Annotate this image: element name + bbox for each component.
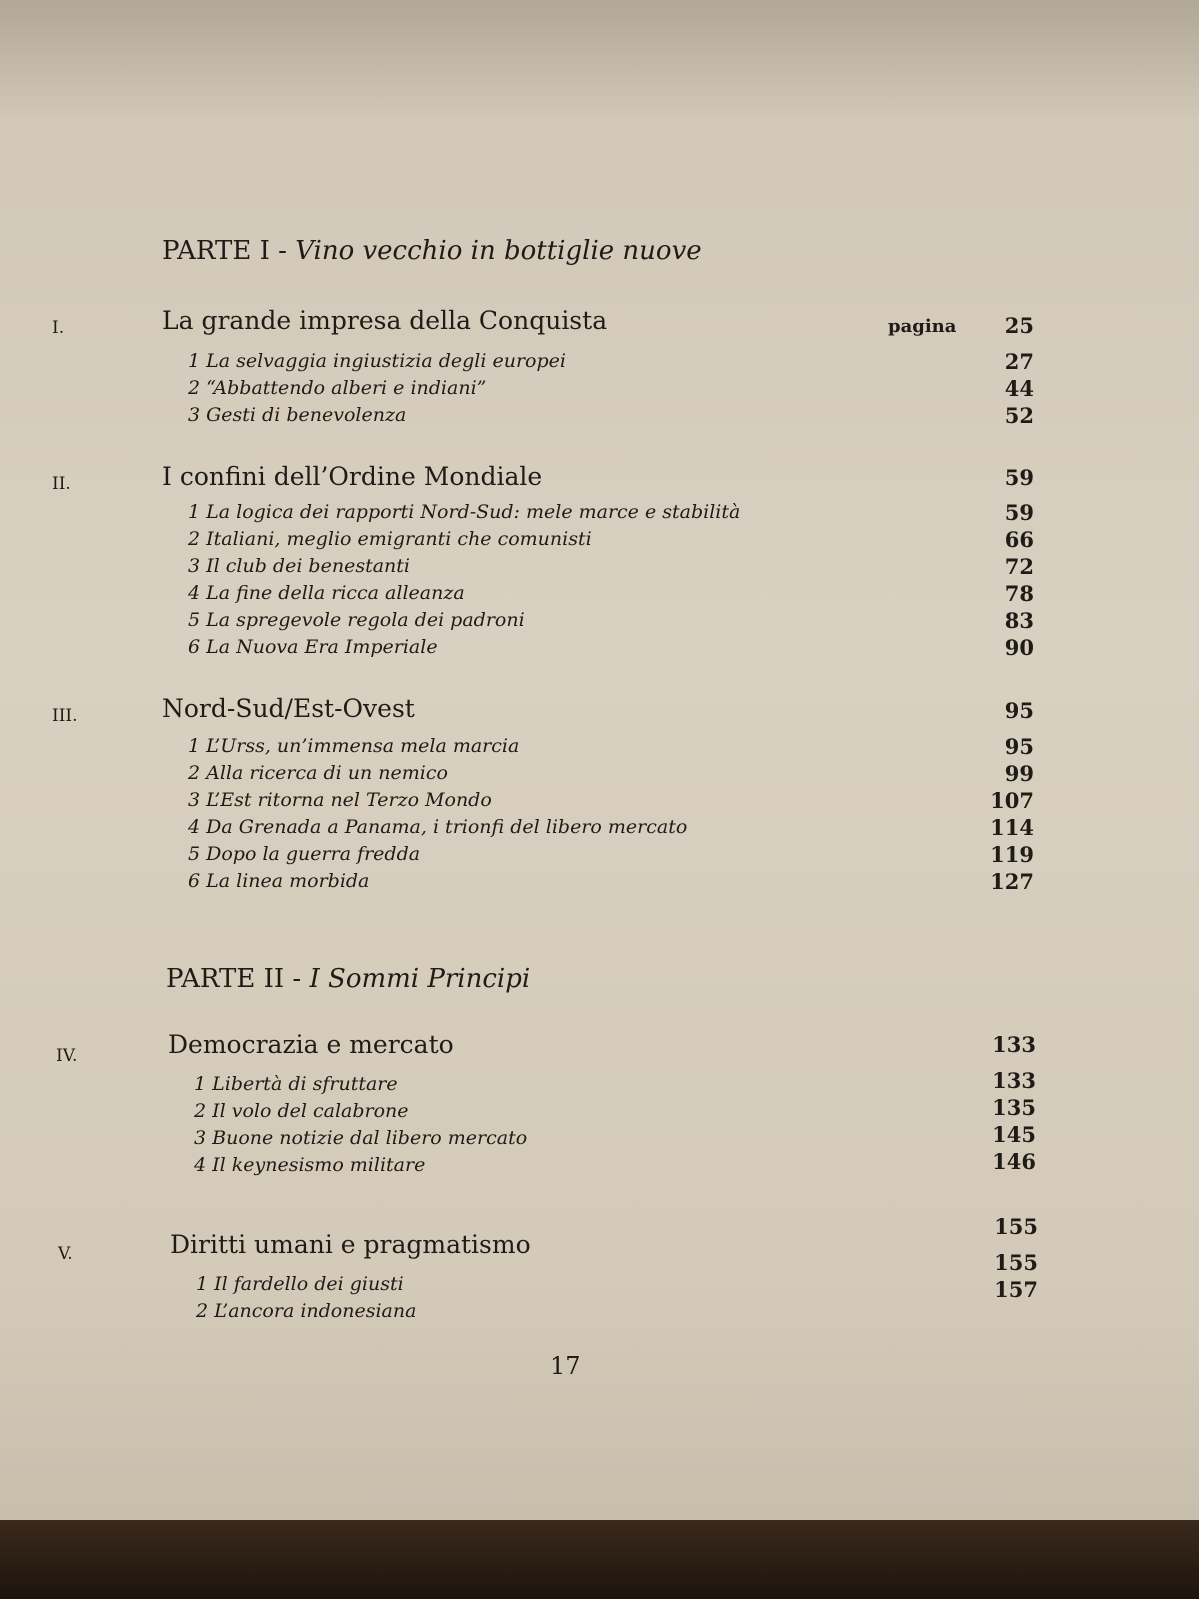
section-page: 145 xyxy=(992,1122,1036,1147)
section-page: 114 xyxy=(990,815,1034,840)
section-item: 2 Italiani, meglio emigranti che comunisti xyxy=(188,528,592,550)
chapter-roman: II. xyxy=(52,474,71,494)
chapter-title: Nord-Sud/Est-Ovest xyxy=(162,694,415,723)
section-item: 2 L’ancora indonesiana xyxy=(196,1300,417,1322)
section-page: 52 xyxy=(1004,403,1034,428)
chapter-title: Democrazia e mercato xyxy=(168,1030,454,1059)
section-page: 107 xyxy=(990,788,1034,813)
section-page: 127 xyxy=(990,869,1034,894)
section-item: 4 Il keynesismo militare xyxy=(194,1154,426,1176)
section-page: 155 xyxy=(994,1250,1038,1275)
section-item: 5 La spregevole regola dei padroni xyxy=(188,609,525,631)
section-item: 2 Alla ricerca di un nemico xyxy=(188,762,448,784)
section-page: 44 xyxy=(1004,376,1034,401)
section-item: 1 Libertà di sfruttare xyxy=(194,1073,398,1095)
part-sep: - xyxy=(269,236,296,266)
top-shadow xyxy=(0,0,1199,120)
part-title: Vino vecchio in bottiglie nuove xyxy=(295,236,702,266)
section-item: 3 L’Est ritorna nel Terzo Mondo xyxy=(188,789,492,811)
part-heading-1 xyxy=(162,236,702,266)
section-page: 72 xyxy=(1004,554,1034,579)
chapter-page: 155 xyxy=(994,1214,1038,1239)
section-item: 1 Il fardello dei giusti xyxy=(196,1273,404,1295)
chapter-page: 95 xyxy=(1004,698,1034,723)
part-sep: - xyxy=(284,964,310,994)
chapter-page: 25 xyxy=(1004,313,1034,338)
section-item: 2 Il volo del calabrone xyxy=(194,1100,409,1122)
section-page: 135 xyxy=(992,1095,1036,1120)
chapter-page: 59 xyxy=(1004,465,1034,490)
section-item: 4 Da Grenada a Panama, i trionfi del libero mercato xyxy=(188,816,688,838)
section-page: 95 xyxy=(1004,734,1034,759)
section-item: 4 La fine della ricca alleanza xyxy=(188,582,465,604)
section-page: 78 xyxy=(1004,581,1034,606)
section-page: 27 xyxy=(1004,349,1034,374)
desk-background xyxy=(0,1520,1199,1599)
section-item: 3 Buone notizie dal libero mercato xyxy=(194,1127,528,1149)
part-label: PARTE I xyxy=(162,236,270,266)
section-item: 6 La Nuova Era Imperiale xyxy=(188,636,438,658)
section-item: 3 Gesti di benevolenza xyxy=(188,404,407,426)
section-page: 59 xyxy=(1004,500,1034,525)
chapter-title: Diritti umani e pragmatismo xyxy=(170,1230,531,1259)
chapter-roman: V. xyxy=(58,1244,73,1264)
part-heading-2 xyxy=(166,964,530,994)
section-item: 2 “Abbattendo alberi e indiani” xyxy=(188,377,487,399)
section-page: 90 xyxy=(1004,635,1034,660)
section-page: 66 xyxy=(1004,527,1034,552)
section-item: 6 La linea morbida xyxy=(188,870,370,892)
section-item: 1 L’Urss, un’immensa mela marcia xyxy=(188,735,520,757)
part-label: PARTE II xyxy=(166,964,285,994)
chapter-page: 133 xyxy=(992,1032,1036,1057)
page-number: 17 xyxy=(550,1352,581,1380)
pagina-label: pagina xyxy=(888,316,957,337)
section-item: 1 La selvaggia ingiustizia degli europei xyxy=(188,350,566,372)
section-page: 99 xyxy=(1004,761,1034,786)
section-page: 146 xyxy=(992,1149,1036,1174)
chapter-title: La grande impresa della Conquista xyxy=(162,306,608,335)
chapter-roman: III. xyxy=(52,706,78,726)
chapter-roman: I. xyxy=(52,318,65,338)
chapter-title: I confini dell’Ordine Mondiale xyxy=(162,462,543,491)
section-page: 133 xyxy=(992,1068,1036,1093)
section-item: 5 Dopo la guerra fredda xyxy=(188,843,421,865)
section-item: 1 La logica dei rapporti Nord-Sud: mele marce e stabilità xyxy=(188,501,741,523)
part-title: I Sommi Principi xyxy=(309,964,531,994)
section-page: 83 xyxy=(1004,608,1034,633)
chapter-roman: IV. xyxy=(56,1046,78,1066)
section-item: 3 Il club dei benestanti xyxy=(188,555,410,577)
section-page: 119 xyxy=(990,842,1034,867)
section-page: 157 xyxy=(994,1277,1038,1302)
